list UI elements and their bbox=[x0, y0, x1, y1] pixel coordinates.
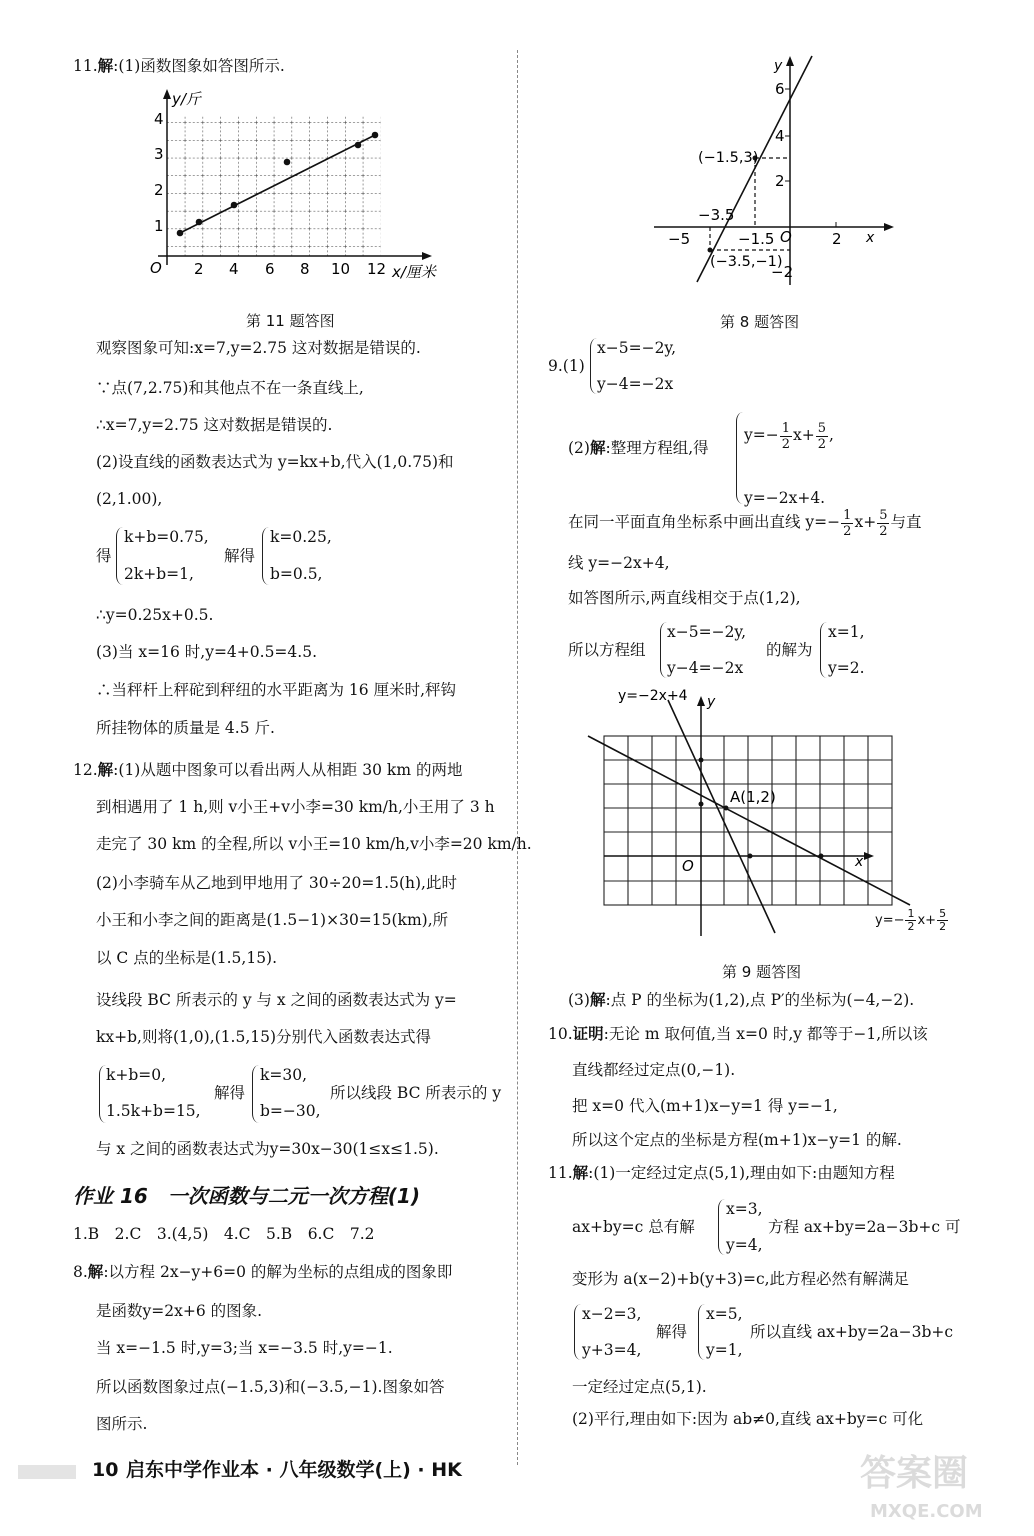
system-eq: x−5=−2y, bbox=[597, 339, 677, 357]
line-y-neg2x-4 bbox=[668, 700, 775, 933]
system-eq: b=0.5, bbox=[270, 565, 323, 583]
q12-line-5: 小王和小李之间的距离是(1.5−1)×30=15(km),所 bbox=[96, 911, 449, 929]
q12-line-9: 与 x 之间的函数表达式为y=30x−30(1≤x≤1.5). bbox=[96, 1140, 439, 1158]
point-A-label: A(1,2) bbox=[730, 788, 776, 806]
system-eq: x=5, bbox=[706, 1305, 743, 1323]
x-tick: −1.5 bbox=[738, 230, 775, 248]
x-label: x bbox=[855, 854, 864, 870]
system-eq: x−5=−2y, bbox=[667, 623, 747, 641]
q9-line-6: 所以方程组 bbox=[568, 641, 646, 659]
system-eq: k=30, bbox=[260, 1066, 308, 1084]
q11r-line-4b: 所以直线 ax+by=2a−3b+c bbox=[750, 1323, 954, 1341]
book-title: 启东中学作业本 · 八年级数学(上) · HK bbox=[126, 1459, 462, 1481]
q12-line-7: 设线段 BC 所表示的 y 与 x 之间的函数表达式为 y= bbox=[96, 991, 457, 1009]
q11-line-2: 观察图象可知:x=7,y=2.75 这对数据是错误的. bbox=[96, 339, 421, 357]
line2-label: y=− $\frac{1}{2}$ x+ $\frac{5}{2}$ bbox=[875, 907, 947, 933]
system-eq: y+3=4, bbox=[582, 1341, 642, 1359]
q11r-line-2a: ax+by=c 总有解 bbox=[572, 1218, 695, 1236]
figure-8-graph bbox=[640, 50, 900, 290]
brace bbox=[718, 1199, 725, 1255]
y-tick: 4 bbox=[775, 127, 785, 145]
system-eq: x−2=3, bbox=[582, 1305, 642, 1323]
q11-line-1: 11.解:(1)函数图象如答图所示. bbox=[73, 57, 285, 75]
y-tick: 4 bbox=[154, 110, 164, 128]
q11r-jiede: 解得 bbox=[656, 1323, 688, 1341]
system-eq: 1.5k+b=15, bbox=[106, 1102, 201, 1120]
q9-2-line: (2)解:整理方程组,得 bbox=[568, 439, 709, 457]
system-eq: y−4=−2x bbox=[667, 659, 744, 677]
q12-line-1: 12.解:(1)从题中图象可以看出两人从相距 30 km 的两地 bbox=[73, 761, 463, 779]
q11-line-5: (2)设直线的函数表达式为 y=kx+b,代入(1,0.75)和 bbox=[96, 453, 454, 471]
y-label: y bbox=[774, 58, 783, 74]
page-number: 10 bbox=[92, 1459, 119, 1481]
system-eq: x=1, bbox=[828, 623, 865, 641]
q12-jiede: 解得 bbox=[214, 1084, 246, 1102]
figure-9-caption: 第 9 题答图 bbox=[722, 963, 802, 981]
q10-line-2: 直线都经过定点(0,−1). bbox=[572, 1061, 736, 1079]
watermark-bottom: MXQE.COM bbox=[870, 1501, 983, 1522]
q10-line-3: 把 x=0 代入(m+1)x−y=1 得 y=−1, bbox=[572, 1097, 838, 1115]
point-label: (−3.5,−1) bbox=[710, 254, 783, 270]
brace bbox=[590, 338, 597, 394]
x-tick: −5 bbox=[668, 230, 691, 248]
data-point-wrong bbox=[284, 159, 291, 166]
q12-tail: 所以线段 BC 所表示的 y bbox=[330, 1084, 502, 1102]
q8-line-2: 是函数y=2x+6 的图象. bbox=[96, 1302, 263, 1320]
neg-3.5-label: −3.5 bbox=[698, 206, 735, 224]
q11r-line-1: 11.解:(1)一定经过定点(5,1),理由如下:由题知方程 bbox=[548, 1164, 895, 1182]
q11-jiede: 解得 bbox=[224, 547, 256, 565]
q11r-line-6: (2)平行,理由如下:因为 ab≠0,直线 ax+by=c 可化 bbox=[572, 1410, 924, 1428]
system-eq: k=0.25, bbox=[270, 528, 332, 546]
x-tick: 2 bbox=[832, 230, 842, 248]
point-label: (−1.5,3) bbox=[698, 150, 759, 166]
brace bbox=[820, 622, 827, 678]
data-point bbox=[372, 132, 379, 139]
q12-line-4: (2)小李骑车从乙地到甲地用了 30÷20=1.5(h),此时 bbox=[96, 874, 457, 892]
x-tick: 4 bbox=[229, 260, 239, 278]
y-tick: 6 bbox=[775, 80, 785, 98]
system-eq: y=4, bbox=[726, 1236, 763, 1254]
page-footer bbox=[0, 1455, 520, 1489]
system-eq: y=2. bbox=[828, 659, 865, 677]
brace bbox=[698, 1304, 705, 1360]
origin-label: O bbox=[682, 857, 694, 875]
q11-line-3: ∵点(7,2.75)和其他点不在一条直线上, bbox=[96, 379, 364, 397]
brace bbox=[116, 527, 123, 585]
q11-line-7: ∴y=0.25x+0.5. bbox=[96, 606, 214, 624]
brace bbox=[660, 622, 667, 678]
q10-line-4: 所以这个定点的坐标是方程(m+1)x−y=1 的解. bbox=[572, 1131, 902, 1149]
origin-label: O bbox=[150, 259, 162, 277]
answers-line: 1.B 2.C 3.(4,5) 4.C 5.B 6.C 7.2 bbox=[73, 1225, 375, 1243]
figure-11-graph bbox=[140, 85, 450, 285]
homework-title: 作业 16 一次函数与二元一次方程(1) bbox=[73, 1184, 420, 1208]
line1-label: y=−2x+4 bbox=[618, 688, 688, 704]
system-eq: y=− $\frac{1}{2}$ x+ $\frac{5}{2}$ , bbox=[744, 420, 834, 452]
q12-line-2: 到相遇用了 1 h,则 v小王+v小李=30 km/h,小王用了 3 h bbox=[96, 798, 495, 816]
line-y-half bbox=[588, 736, 910, 905]
q10-line-1: 10.证明:无论 m 取何值,当 x=0 时,y 都等于−1,所以该 bbox=[548, 1025, 928, 1043]
q9-line-5: 如答图所示,两直线相交于点(1,2), bbox=[568, 589, 801, 607]
y-label: y/斤 bbox=[172, 90, 201, 108]
q11-line-10: 所挂物体的质量是 4.5 斤. bbox=[96, 719, 275, 737]
x-tick: 10 bbox=[331, 260, 351, 278]
q8-line-4: 所以函数图象过点(−1.5,3)和(−3.5,−1).图象如答 bbox=[96, 1378, 445, 1396]
y-tick: 2 bbox=[775, 172, 785, 190]
y-tick: 2 bbox=[154, 181, 164, 199]
q9-head: 9.(1) bbox=[548, 357, 585, 375]
q12-line-6: 以 C 点的坐标是(1.5,15). bbox=[96, 949, 278, 967]
x-tick: 6 bbox=[265, 260, 275, 278]
q11r-line-3: 变形为 a(x−2)+b(y+3)=c,此方程必然有解满足 bbox=[572, 1270, 910, 1288]
data-point bbox=[355, 142, 362, 149]
system-eq: b=−30, bbox=[260, 1102, 321, 1120]
brace bbox=[262, 527, 269, 585]
q11-line-4: ∴x=7,y=2.75 这对数据是错误的. bbox=[96, 416, 333, 434]
system-eq: k+b=0, bbox=[106, 1066, 167, 1084]
figure-8-caption: 第 8 题答图 bbox=[720, 313, 800, 331]
data-point bbox=[177, 230, 184, 237]
x-label: x/厘米 bbox=[392, 263, 436, 281]
x-tick: 2 bbox=[194, 260, 204, 278]
q11-de: 得 bbox=[96, 547, 112, 565]
q9-l6b: 的解为 bbox=[766, 641, 813, 659]
data-point bbox=[231, 202, 238, 209]
system-eq: y=−2x+4. bbox=[744, 489, 826, 507]
origin-label: O bbox=[780, 228, 792, 246]
x-tick: 12 bbox=[367, 260, 387, 278]
q8-line-1: 8.解:以方程 2x−y+6=0 的解为坐标的点组成的图象即 bbox=[73, 1263, 453, 1281]
data-point bbox=[196, 219, 203, 226]
q11r-line-5: 一定经过定点(5,1). bbox=[572, 1378, 707, 1396]
q12-line-8: kx+b,则将(1,0),(1.5,15)分别代入函数表达式得 bbox=[96, 1028, 432, 1046]
watermark-top: 答案圈 bbox=[860, 1453, 969, 1494]
intersection-point bbox=[724, 806, 729, 811]
system-eq: x=3, bbox=[726, 1200, 763, 1218]
x-tick: 8 bbox=[300, 260, 310, 278]
y-tick: 3 bbox=[154, 145, 164, 163]
q11r-line-2b: 方程 ax+by=2a−3b+c 可 bbox=[768, 1218, 961, 1236]
footer-bar bbox=[18, 1465, 76, 1479]
y-tick: −2 bbox=[771, 263, 794, 281]
x-label: x bbox=[866, 230, 875, 246]
figure-11-caption: 第 11 题答图 bbox=[246, 312, 335, 330]
q9-3-line: (3)解:点 P 的坐标为(1,2),点 P′的坐标为(−4,−2). bbox=[568, 991, 915, 1009]
q8-line-3: 当 x=−1.5 时,y=3;当 x=−3.5 时,y=−1. bbox=[96, 1339, 393, 1357]
system-eq: y=1, bbox=[706, 1341, 743, 1359]
brace bbox=[574, 1304, 581, 1360]
brace bbox=[736, 412, 743, 504]
q8-line-5: 图所示. bbox=[96, 1415, 148, 1433]
system-eq: y−4=−2x bbox=[597, 375, 674, 393]
q12-line-3: 走完了 30 km 的全程,所以 v小王=10 km/h,v小李=20 km/h. bbox=[96, 835, 532, 853]
q11-line-8: (3)当 x=16 时,y=4+0.5=4.5. bbox=[96, 643, 317, 661]
watermark bbox=[860, 1452, 1020, 1532]
brace bbox=[99, 1065, 106, 1123]
column-divider bbox=[517, 50, 518, 1465]
q9-line-4: 线 y=−2x+4, bbox=[568, 554, 670, 572]
system-eq: k+b=0.75, bbox=[124, 528, 209, 546]
y-label: y bbox=[707, 694, 716, 710]
brace bbox=[252, 1065, 259, 1123]
q11-line-9: ∴当秤杆上秤砣到秤纽的水平距离为 16 厘米时,秤钩 bbox=[96, 681, 457, 699]
y-tick: 1 bbox=[154, 217, 164, 235]
system-eq: 2k+b=1, bbox=[124, 565, 194, 583]
q11-line-6: (2,1.00), bbox=[96, 490, 163, 508]
q9-line-3: 在同一平面直角坐标系中画出直线 y=− $\frac{1}{2}$ x+ $\frac{5}{2}$ 与直 bbox=[568, 507, 922, 539]
